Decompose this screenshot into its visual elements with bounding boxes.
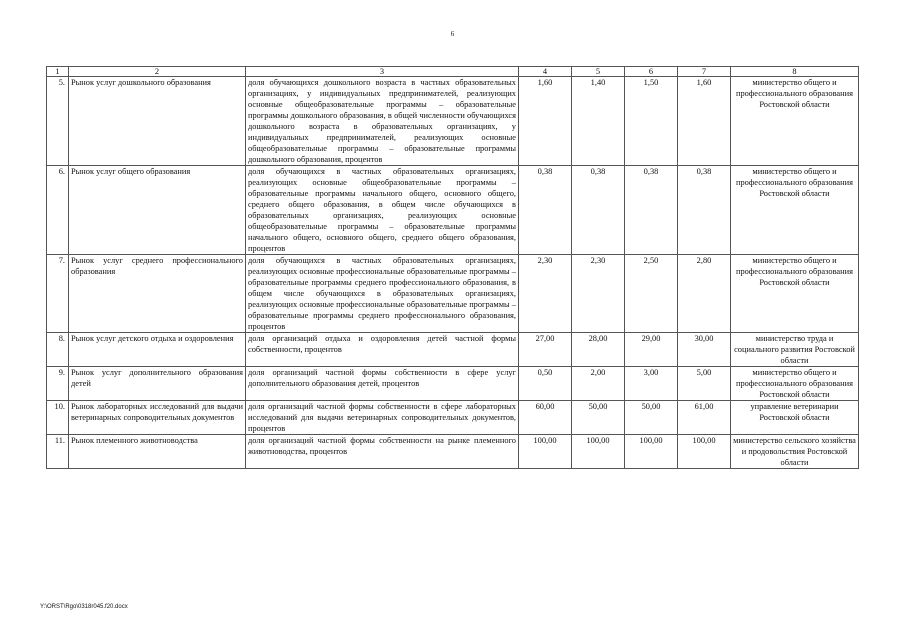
market-name: Рынок услуг дошкольного образования: [69, 77, 246, 166]
table-row: [47, 333, 859, 367]
responsible-authority: министерство труда и социального развития Ростовской области: [731, 333, 859, 367]
column-number: 5: [572, 67, 625, 77]
value-col-6: 100,00: [625, 435, 678, 469]
column-number: 3: [246, 67, 519, 77]
indicator-description: доля обучающихся дошкольного возраста в частных образовательных организациях, у индивидуальных предпринимателей, реализующих основные общеобразовательные программы – образовательные программы дошкольного образования, в общей численности обучающихся дошкольного возраста в образовательных организациях, у индивидуальных предпринимателей, реализующих основные общеобразовательные программы – образовательные программы дошкольного образования, процентов: [246, 77, 519, 166]
responsible-authority: министерство общего и профессионального образования Ростовской области: [731, 166, 859, 255]
market-name: Рынок услуг дополнительного образования детей: [69, 367, 246, 401]
market-name: Рынок услуг детского отдыха и оздоровления: [69, 333, 246, 367]
value-col-6: 50,00: [625, 401, 678, 435]
indicator-description: доля обучающихся в частных образовательных организациях, реализующих основные профессиональные образовательные программы – образовательные программы среднего профессионального образования, в общем числе обучающихся в образовательных организациях, реализующих основные профессиональные образовательные программы – образовательные программы среднего профессионального образования, процентов: [246, 255, 519, 333]
value-col-7: 100,00: [678, 435, 731, 469]
value-col-4: 1,60: [519, 77, 572, 166]
market-name: Рынок племенного животноводства: [69, 435, 246, 469]
value-col-5: 2,30: [572, 255, 625, 333]
row-number: 9.: [47, 367, 69, 401]
file-path-footer: Y:\ORST\Rgo\0318r045.f20.docx: [40, 604, 128, 610]
value-col-5: 50,00: [572, 401, 625, 435]
indicator-description: доля организаций частной формы собственности в сфере услуг дополнительного образования детей, процентов: [246, 367, 519, 401]
value-col-6: 1,50: [625, 77, 678, 166]
column-number: 1: [47, 67, 69, 77]
column-number-row: [47, 67, 859, 77]
indicators-table: [46, 66, 859, 469]
value-col-6: 2,50: [625, 255, 678, 333]
value-col-4: 100,00: [519, 435, 572, 469]
row-number: 11.: [47, 435, 69, 469]
value-col-4: 60,00: [519, 401, 572, 435]
column-number: 7: [678, 67, 731, 77]
column-number: 6: [625, 67, 678, 77]
value-col-4: 27,00: [519, 333, 572, 367]
market-name: Рынок услуг общего образования: [69, 166, 246, 255]
value-col-5: 0,38: [572, 166, 625, 255]
indicator-description: доля организаций отдыха и оздоровления детей частной формы собственности, процентов: [246, 333, 519, 367]
row-number: 10.: [47, 401, 69, 435]
row-number: 6.: [47, 166, 69, 255]
value-col-7: 5,00: [678, 367, 731, 401]
value-col-7: 30,00: [678, 333, 731, 367]
value-col-5: 28,00: [572, 333, 625, 367]
row-number: 8.: [47, 333, 69, 367]
column-number: 8: [731, 67, 859, 77]
table-row: [47, 255, 859, 333]
value-col-4: 0,38: [519, 166, 572, 255]
table-row: [47, 77, 859, 166]
responsible-authority: министерство общего и профессионального образования Ростовской области: [731, 367, 859, 401]
responsible-authority: министерство общего и профессионального образования Ростовской области: [731, 77, 859, 166]
column-number: 4: [519, 67, 572, 77]
table-row: [47, 401, 859, 435]
table-row: [47, 435, 859, 469]
table-row: [47, 367, 859, 401]
indicator-description: доля организаций частной формы собственности на рынке племенного животноводства, процентов: [246, 435, 519, 469]
column-number: 2: [69, 67, 246, 77]
responsible-authority: управление ветеринарии Ростовской области: [731, 401, 859, 435]
row-number: 7.: [47, 255, 69, 333]
value-col-6: 29,00: [625, 333, 678, 367]
value-col-7: 2,80: [678, 255, 731, 333]
value-col-7: 1,60: [678, 77, 731, 166]
responsible-authority: министерство сельского хозяйства и продовольствия Ростовской области: [731, 435, 859, 469]
table-row: [47, 166, 859, 255]
value-col-5: 100,00: [572, 435, 625, 469]
indicator-description: доля организаций частной формы собственности в сфере лабораторных исследований для выдачи ветеринарных сопроводительных документов, процентов: [246, 401, 519, 435]
value-col-6: 0,38: [625, 166, 678, 255]
market-name: Рынок лабораторных исследований для выдачи ветеринарных сопроводительных документов: [69, 401, 246, 435]
value-col-5: 2,00: [572, 367, 625, 401]
market-name: Рынок услуг среднего профессионального образования: [69, 255, 246, 333]
value-col-7: 0,38: [678, 166, 731, 255]
value-col-5: 1,40: [572, 77, 625, 166]
responsible-authority: министерство общего и профессионального образования Ростовской области: [731, 255, 859, 333]
value-col-4: 2,30: [519, 255, 572, 333]
value-col-4: 0,50: [519, 367, 572, 401]
row-number: 5.: [47, 77, 69, 166]
value-col-7: 61,00: [678, 401, 731, 435]
indicator-description: доля обучающихся в частных образовательных организациях, реализующих основные общеобразовательные программы – образовательные программы начального общего, основного общего, среднего общего образования, в общем числе обучающихся в образовательных организациях, реализующих основные общеобразовательные программы – образовательные программы начального общего, основного общего, среднего общего образования, процентов: [246, 166, 519, 255]
page-number: 6: [450, 30, 455, 38]
value-col-6: 3,00: [625, 367, 678, 401]
